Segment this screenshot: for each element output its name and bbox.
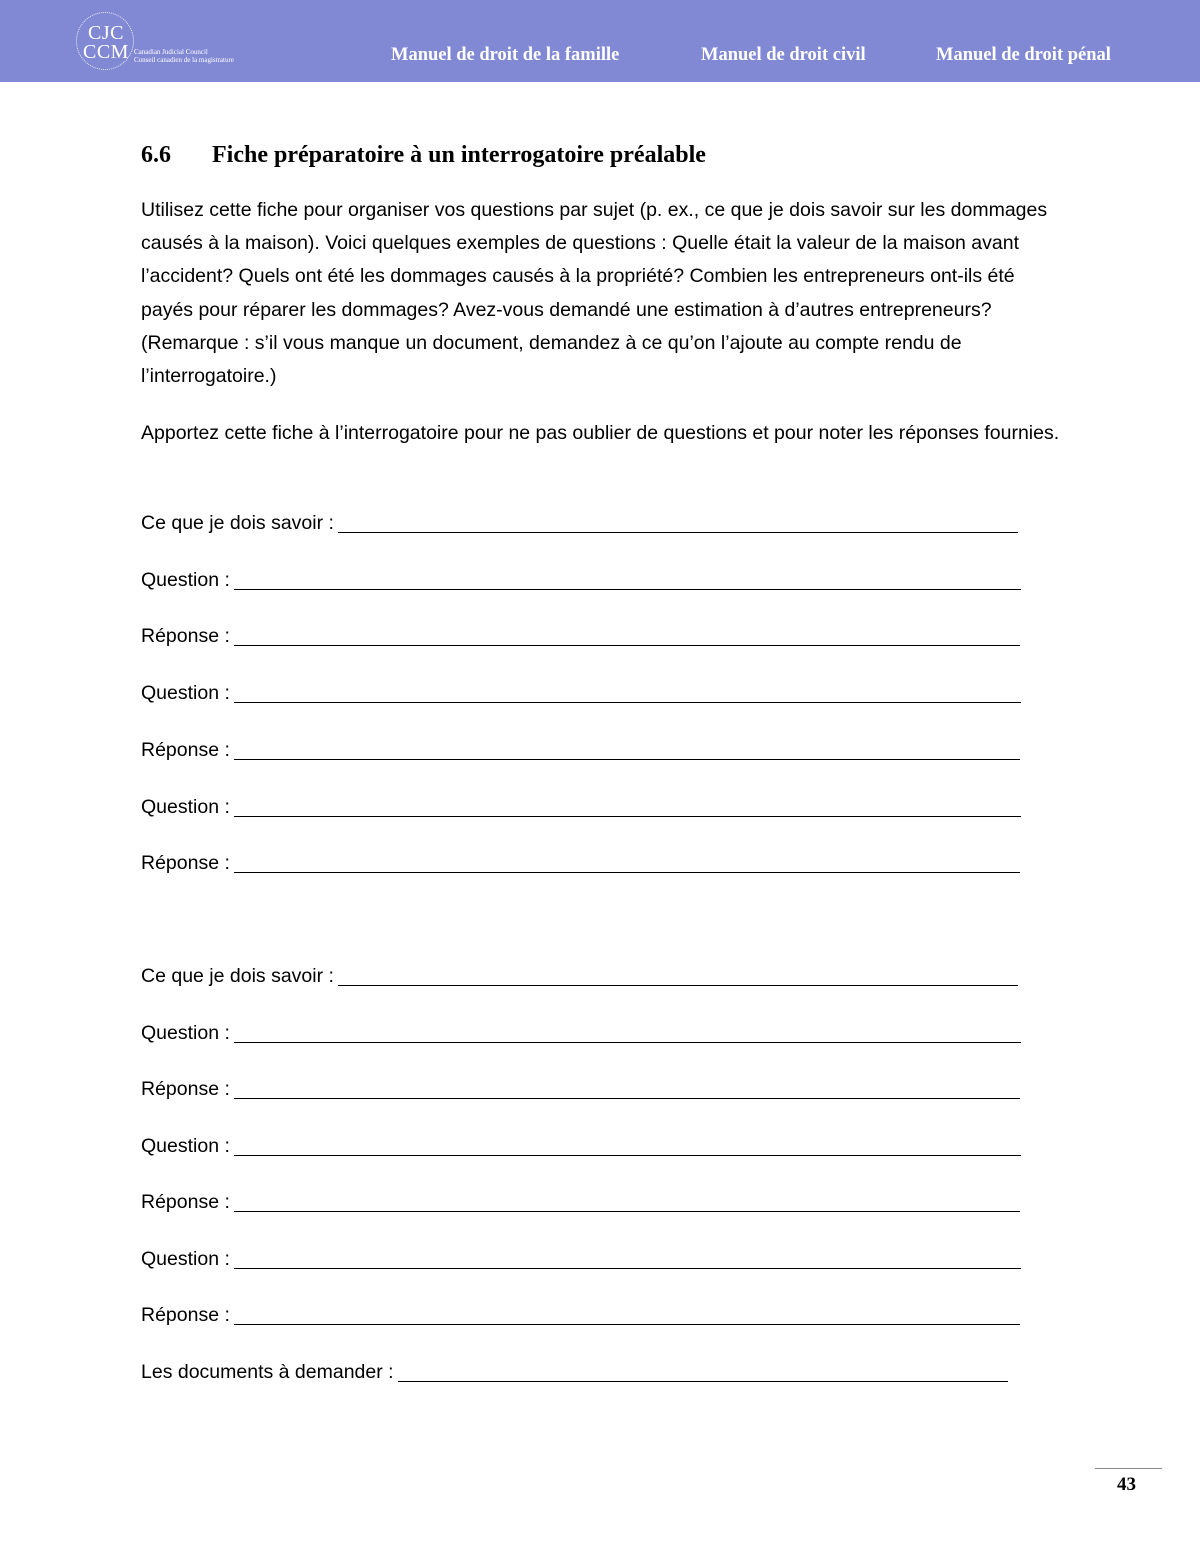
field-label: Réponse : — [141, 1304, 230, 1326]
field-answer[interactable] — [141, 845, 1020, 875]
blank-line[interactable] — [234, 1042, 1021, 1043]
nav-link-family-law[interactable]: Manuel de droit de la famille — [391, 45, 620, 65]
field-question[interactable] — [141, 1015, 1021, 1045]
field-question[interactable] — [141, 1241, 1021, 1271]
field-label: Réponse : — [141, 739, 230, 761]
logo-ccm-text: CCM — [83, 41, 129, 63]
field-label: Question : — [141, 682, 230, 704]
blank-line[interactable] — [234, 1211, 1020, 1212]
blank-line[interactable] — [338, 532, 1018, 533]
blank-line[interactable] — [338, 985, 1018, 986]
field-what-i-need-to-know[interactable] — [141, 958, 1018, 988]
field-label: Question : — [141, 796, 230, 818]
field-label: Question : — [141, 1135, 230, 1157]
field-label: Réponse : — [141, 852, 230, 874]
nav-link-civil-law[interactable]: Manuel de droit civil — [701, 45, 866, 65]
blank-line[interactable] — [234, 1155, 1021, 1156]
blank-line[interactable] — [398, 1381, 1008, 1382]
field-label: Réponse : — [141, 1078, 230, 1100]
field-label: Question : — [141, 569, 230, 591]
field-label: Question : — [141, 1022, 230, 1044]
field-question[interactable] — [141, 675, 1021, 705]
instructions-paragraph: Utilisez cette fiche pour organiser vos questions par sujet (p. ex., ce que je dois savoir sur les dommages causés à la maison). Voici quelques exemples de questions : Quelle était la valeur de la maison avant l’accident? Quels ont été les dommages causés à la propriété? Combien les entrepreneurs ont-ils été payés pour réparer les dommages? Avez-vous demandé une estimation à d’autres entrepreneurs? (Remarque : s’il vous manque un document, demandez à ce qu’on l’ajoute au compte rendu de l’interrogatoire.) — [141, 199, 1048, 388]
field-answer[interactable] — [141, 1184, 1020, 1214]
header-band — [0, 0, 1200, 82]
logo-subtitle-english: Canadian Judicial Council — [134, 48, 208, 56]
field-answer[interactable] — [141, 618, 1020, 648]
blank-line[interactable] — [234, 759, 1020, 760]
field-label: Question : — [141, 1248, 230, 1270]
field-label: Ce que je dois savoir : — [141, 965, 334, 987]
field-label: Ce que je dois savoir : — [141, 512, 334, 534]
field-question[interactable] — [141, 562, 1021, 592]
footer-divider — [1095, 1468, 1162, 1469]
section-heading — [141, 142, 706, 169]
section-number: 6.6 — [141, 142, 171, 168]
section-title: Fiche préparatoire à un interrogatoire préalable — [212, 142, 706, 168]
field-label: Réponse : — [141, 1191, 230, 1213]
field-answer[interactable] — [141, 1071, 1020, 1101]
field-what-i-need-to-know[interactable] — [141, 505, 1018, 535]
nav-link-criminal-law[interactable]: Manuel de droit pénal — [936, 45, 1111, 65]
field-label: Les documents à demander : — [141, 1361, 394, 1383]
blank-line[interactable] — [234, 872, 1020, 873]
blank-line[interactable] — [234, 589, 1021, 590]
field-answer[interactable] — [141, 1297, 1020, 1327]
field-question[interactable] — [141, 1128, 1021, 1158]
blank-line[interactable] — [234, 816, 1021, 817]
cjc-ccm-logo — [72, 8, 272, 74]
field-question[interactable] — [141, 789, 1021, 819]
logo-subtitle-french: Conseil canadien de la magistrature — [134, 56, 234, 64]
logo-cjc-text: CJC — [88, 22, 124, 44]
page-number: 43 — [1117, 1474, 1136, 1495]
blank-line[interactable] — [234, 702, 1021, 703]
blank-line[interactable] — [234, 1268, 1021, 1269]
field-documents-to-request[interactable] — [141, 1354, 1008, 1384]
blank-line[interactable] — [234, 1324, 1020, 1325]
field-label: Réponse : — [141, 625, 230, 647]
blank-line[interactable] — [234, 1098, 1020, 1099]
blank-line[interactable] — [234, 645, 1020, 646]
usage-paragraph: Apportez cette fiche à l’interrogatoire pour ne pas oublier de questions et pour noter les réponses fournies. — [141, 422, 1060, 444]
field-answer[interactable] — [141, 732, 1020, 762]
